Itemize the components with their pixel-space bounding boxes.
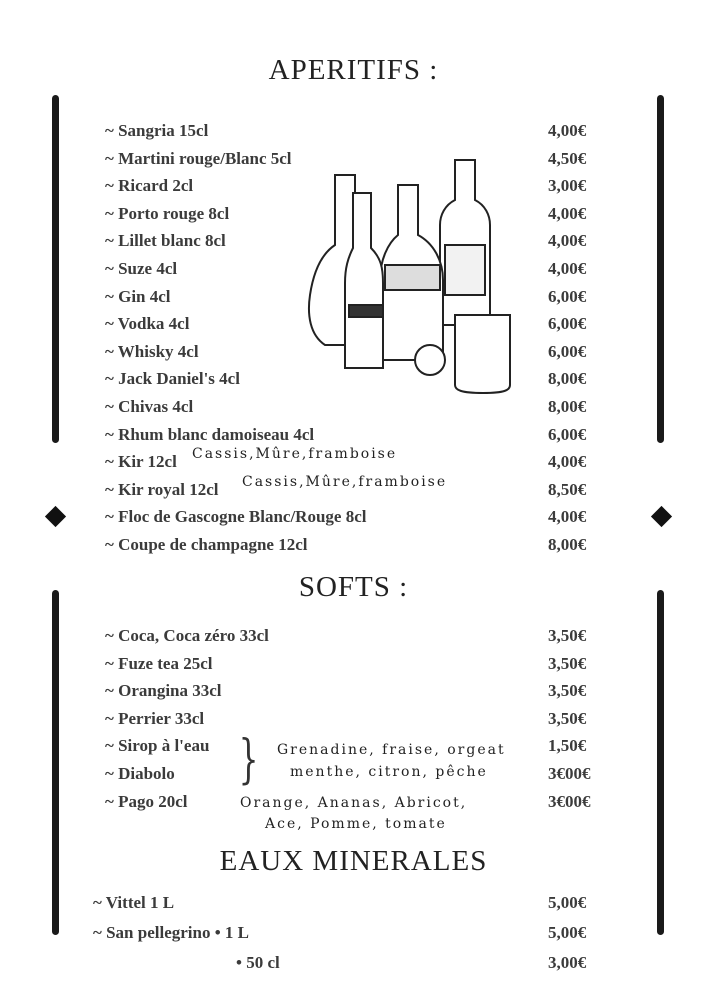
brace-icon: } xyxy=(238,730,259,790)
item-price: 6,00€ xyxy=(548,314,587,334)
menu-row xyxy=(0,923,707,949)
item-price: 4,50€ xyxy=(548,148,587,168)
item-price: 4,00€ xyxy=(548,507,587,527)
item-name: ~ Martini rouge/Blanc 5cl xyxy=(105,148,292,168)
menu-row xyxy=(0,953,707,979)
item-price: 8,00€ xyxy=(548,397,587,416)
menu-row xyxy=(0,204,707,230)
item-name: ~ Pago 20cl xyxy=(105,791,188,811)
menu-row xyxy=(0,893,707,919)
item-price: 6,00€ xyxy=(548,424,587,444)
item-name: ~ Perrier 33cl xyxy=(105,708,205,728)
item-note: Cassis,Mûre,framboise xyxy=(192,446,398,463)
item-price: 3€00€ xyxy=(548,764,591,783)
item-price: 3€00€ xyxy=(548,791,591,811)
item-price: 8,00€ xyxy=(548,535,587,554)
menu-row xyxy=(0,626,707,652)
item-price: 5,00€ xyxy=(548,893,587,912)
item-name: ~ Kir royal 12cl xyxy=(105,479,219,499)
menu-row xyxy=(0,681,707,707)
item-price: 3,00€ xyxy=(548,176,587,196)
item-price: 3,50€ xyxy=(548,626,587,645)
item-price: 3,50€ xyxy=(548,653,587,673)
item-name: ~ Coupe de champagne 12cl xyxy=(105,535,308,554)
item-name: ~ Lillet blanc 8cl xyxy=(105,231,226,251)
menu-row xyxy=(0,287,707,313)
item-price: 3,00€ xyxy=(548,953,587,972)
item-name: ~ Vittel 1 L xyxy=(93,893,175,912)
sirop-flavours-line-2: menthe, citron, pêche xyxy=(290,764,488,780)
item-name: ~ Whisky 4cl xyxy=(105,341,199,361)
item-price: 1,50€ xyxy=(548,736,587,756)
item-name: ~ San pellegrino • 1 L xyxy=(93,923,250,942)
menu-row xyxy=(0,654,707,680)
menu-row xyxy=(0,473,707,506)
pago-flavours-line-2: Ace, Pomme, tomate xyxy=(265,816,447,832)
item-name: ~ Chivas 4cl xyxy=(105,397,194,416)
item-name: ~ Diabolo xyxy=(105,764,175,783)
item-name: ~ Rhum blanc damoiseau 4cl xyxy=(105,424,315,444)
menu-row xyxy=(0,709,707,735)
menu-row xyxy=(0,342,707,368)
menu-row xyxy=(0,149,707,175)
menu-row xyxy=(0,176,707,202)
menu-row xyxy=(0,314,707,340)
menu-row xyxy=(0,231,707,257)
item-name: ~ Kir 12cl xyxy=(105,452,177,472)
pago-flavours-line-1: Orange, Ananas, Abricot, xyxy=(240,795,468,811)
item-name: • 50 cl xyxy=(236,953,280,972)
menu-row xyxy=(0,507,707,533)
menu-row xyxy=(0,535,707,561)
item-price: 5,00€ xyxy=(548,923,587,942)
item-name: ~ Porto rouge 8cl xyxy=(105,203,230,223)
menu-row xyxy=(0,369,707,395)
item-name: ~ Floc de Gascogne Blanc/Rouge 8cl xyxy=(105,507,367,527)
item-name: ~ Gin 4cl xyxy=(105,286,171,306)
menu-row xyxy=(0,121,707,147)
item-name: ~ Coca, Coca zéro 33cl xyxy=(105,626,269,645)
item-name: ~ Suze 4cl xyxy=(105,259,178,278)
item-price: 6,00€ xyxy=(548,341,587,361)
item-price: 4,00€ xyxy=(548,259,587,278)
item-note: Cassis,Mûre,framboise xyxy=(242,473,448,490)
item-price: 3,50€ xyxy=(548,708,587,728)
item-price: 6,00€ xyxy=(548,286,587,306)
item-price: 3,50€ xyxy=(548,681,587,701)
item-price: 4,00€ xyxy=(548,203,587,223)
item-price: 8,50€ xyxy=(548,479,587,499)
menu-row xyxy=(0,259,707,285)
menu-row xyxy=(0,397,707,423)
softs-title: SOFTS : xyxy=(298,571,409,603)
item-name: ~ Jack Daniel's 4cl xyxy=(105,369,240,389)
item-price: 4,00€ xyxy=(548,121,587,140)
item-name: ~ Vodka 4cl xyxy=(105,314,190,334)
item-name: ~ Ricard 2cl xyxy=(105,176,194,196)
item-price: 4,00€ xyxy=(548,231,587,251)
aperitifs-title: APERITIFS : xyxy=(268,54,439,86)
item-name: ~ Sangria 15cl xyxy=(105,121,209,140)
item-name: ~ Fuze tea 25cl xyxy=(105,653,213,673)
sirop-flavours-line-1: Grenadine, fraise, orgeat xyxy=(277,742,506,758)
item-name: ~ Sirop à l'eau xyxy=(105,736,210,756)
item-price: 8,00€ xyxy=(548,369,587,389)
item-price: 4,00€ xyxy=(548,452,587,472)
eaux-title: EAUX MINERALES xyxy=(219,845,488,877)
item-name: ~ Orangina 33cl xyxy=(105,681,222,701)
